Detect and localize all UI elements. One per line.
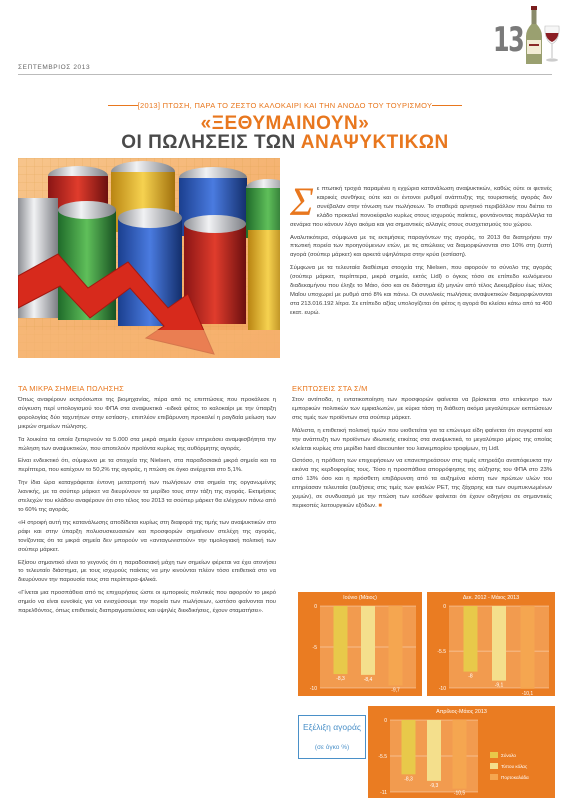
intro-paragraph-2: Αναλυτικότερα, σύμφωνα με τις εκτιμήσεις παραγόντων της αγοράς, το 2013 θα διατηρήσει την πτωτική πορεία των προηγούμενων ετών, με τις απώλειες να διαμορφώνονται στο 10% στη ζεστή αγορά (σούπερ μάρκετ) και αρκετά υψηλότερα στην κρύα (εστίαση). [290, 234, 552, 259]
page-number: 13 [493, 20, 524, 60]
bar-value-label: -8,4 [363, 676, 373, 683]
chart-title: Ιούνιο (Μάιος) [343, 595, 377, 601]
intro-column [290, 179, 552, 322]
issue-date: ΣΕΠΤΕΜΒΡΙΟΣ 2013 [18, 64, 91, 71]
legend-swatch [490, 763, 498, 769]
y-tick-label: -11 [380, 790, 387, 796]
chart-caption-box [298, 715, 366, 759]
bar-1 [334, 606, 348, 674]
y-tick-label: -10 [309, 686, 317, 692]
chart-caption-unit: (σε όγκο %) [314, 744, 350, 751]
right-paragraph-3: Ωστόσο, η πρόθεση των επιχειρήσεων να επανεπηρεάσουν στις τιμές επηρεάζει αναπόφευκτα την εικόνα της κερδοφορίας τους. Τόσο η προσπάθεια απορρόφησης της αύξησης του ΦΠΑ στο 23% από 13% όσο και η πρόσθετη επιβάρυνση από τα αυξημένα κόστη των πρώτων υλών του επηρέασαν τελευταία (αυξήσεις στις τιμές των φιαλών PET, της ζάχαρης και των συμπυκνωμένων χυμών), σε συνδυασμό με την πτώση των εσόδων φαίνεται ότι έχουν οδηγήσει σε σημαντικές περικοπές λειτουργικών εξόδων. [292, 458, 552, 509]
chart-svg [298, 592, 422, 696]
chart-caption-title: Εξέλιξη αγοράς [302, 722, 362, 732]
header-divider [18, 74, 552, 75]
soda-cans-photo [18, 158, 280, 358]
left-paragraph-7: «Γίνεται μια προσπάθεια από τις επιχειρήσεις ώστε οι εμπορικές πολιτικές που αφορούν το μικρό σημείο να είναι ευνοϊκές για να ενισχύσουμε την πορεία των πωλήσεων, ωστόσο φαίνονται που παρελθόντος, όπως επιθετικές διαπραγματεύσεις και υψηλές διεκδικήσεις, έχουν σταματήσει». [18, 590, 276, 615]
article-title-line2 [0, 132, 570, 154]
bar-value-label: -9,3 [429, 782, 439, 789]
y-tick-label: 0 [443, 604, 446, 610]
bar-1 [402, 720, 416, 774]
left-paragraph-4: Την ίδια ώρα καταγράφεται έντονη μετατροπή των πωλήσεων στα σημεία της οργανωμένης λιανικής, με τα σούπερ μάρκετ να διευρύνουν τα μερίδιο τους στην τάξη της αγοράς. Εκτιμήσεις στελεχών του κλάδου αναφέρουν ότι στο τέλος του 2013 τα σούπερ μάρκετ θα ελέγχουν πάνω από το 60% της αγοράς. [18, 480, 276, 513]
legend-swatch [490, 752, 498, 758]
intro-paragraph-1: ε πτωτική τροχιά παραμένει η εγχώρια κατανάλωση αναψυκτικών, καθώς ούτε οι φετινές καιρικές συνθήκες ούτε και οι έντονοι ρυθμοί ανάπτυξης της τουριστικής αγοράς δεν συνέβαλαν στην τόνωση των πωλήσεων. Το σταθερά αρνητικό περιβάλλον που διέπει το κλάδο προκαλεί πονοκέφαλο κυρίως στους ισχυρούς παίκτες, φοντάνοντας παράλληλα τα σενάρια που κάνουν λόγο ακόμα και για σημαντικές αλλαγές στους συσχετισμούς του χώρου. [290, 186, 552, 228]
chart-title: Απρίλιος-Μάιος 2013 [436, 709, 487, 715]
y-tick-label: -10 [438, 686, 446, 692]
chart-title: Δεκ. 2012 - Μάιος 2013 [462, 595, 520, 601]
end-mark-icon: ■ [378, 502, 382, 509]
y-tick-label: -5 [312, 645, 317, 651]
bar-3 [521, 606, 535, 689]
chart-dec-may [427, 592, 555, 696]
kicker-rule-right [432, 105, 462, 106]
wine-bottle-icon [524, 6, 544, 66]
bar-value-label: -10,1 [521, 690, 534, 696]
left-column-text [18, 396, 276, 620]
bar-1 [464, 606, 478, 672]
article-kicker: [2013] ΠΤΩΣΗ, ΠΑΡΑ ΤΟ ΖΕΣΤΟ ΚΑΛΟΚΑΙΡΙ ΚΑΙ ΤΗΝ ΑΝΟΔΟ ΤΟΥ ΤΟΥΡΙΣΜΟΥ [137, 101, 433, 110]
legend-label: Σύνολο [501, 753, 516, 758]
bar-value-label: -9,1 [494, 682, 504, 689]
right-paragraph-2: Μάλιστα, η επιθετική πολιτική τιμών που υιοθετείται για τα επώνυμα είδη φαίνεται ότι συγκρατεί και την ανάπτυξη των προϊόντων ιδιωτικής ετικέτας στα αναψυκτικά, το μεγαλύτερο μέρος της οποίας κλείεται κυρίως στο μερίδιο hard discounter του λιανεμπορίου τροφίμων, τη Lidl. [292, 427, 552, 452]
bar-value-label: -9,7 [391, 687, 400, 694]
section-heading-discounts: ΕΚΠΤΩΣΕΙΣ ΣΤΑ Σ/Μ [292, 384, 368, 393]
chart-svg [427, 592, 555, 696]
title-highlight: ΑΝΑΨΥΚΤΙΚΩΝ [300, 132, 449, 153]
left-paragraph-2: Τα λουκέτα τα οποία ξεπερνούν τα 5.000 στα μικρά σημεία έχουν επηρεάσει αναμφισβήτητα την πώληση των αναψυκτικών, που αποτελούν προϊόντα κυρίως της αυθόρμητης αγοράς. [18, 436, 276, 452]
chart-svg [368, 706, 555, 798]
left-paragraph-3: Είναι ενδεικτικό ότι, σύμφωνα με τα στοιχεία της Nielsen, στα παραδοσιακά μικρά σημεία και τα περίπτερα, που κατέχουν το 50,2% της αγοράς, η πτώση σε όγκο ανέρχεται στο 5,1%. [18, 458, 276, 474]
article-title-line1: «ΞΕΘΥΜΑΙΝΟΥΝ» [200, 113, 370, 134]
bar-2 [361, 606, 375, 675]
right-paragraph-1: Στον αντίποδα, η εντατικοποίηση των προσφορών φαίνεται να βρίσκεται στο επίκεντρο των εμπορικών πολιτικών των εμφιαλωτών, με κύρια τάση τη διάθεση ακόμα μεγαλύτερων εκπτώσεων στις τιμές των προϊόντων στα σούπερ μάρκετ. [292, 397, 552, 421]
left-paragraph-5: «Η στροφή αυτή της κατανάλωσης αποδίδεται κυρίως στη διαφορά της τιμής των αναψυκτικών στο ράφι και στην ύπαρξη πολυσυσκευασιών και προσφορών σημαίνουν στελέχη της αγοράς, τονίζοντας ότι τα μικρά σημεία δεν μπορούν να «ανταγωνιστούν» την τιμολογιακή πολιτική των σούπερ μάρκετ. [18, 519, 276, 553]
right-column-text [292, 396, 552, 515]
title-text: ΟΙ ΠΩΛΗΣΕΙΣ ΤΩΝ [121, 132, 301, 153]
intro-paragraph-3: Σύμφωνα με τα τελευταία διαθέσιμα στοιχεία της Nielsen, που αφορούν το σύνολο της αγοράς (σούπερ μάρκετ, περίπτερα, μικρά σημεία, εκτός Lidl) ο όγκος τόσο σε επίπεδο κυλιόμενου διαδεκαμήνου που έληξε το Μάιο, όσο και σε διάστημα έξι μηνών από τέλος Δεκεμβρίου έως τέλος Μαΐου υποχωρεί με ρυθμό από 8% και πάνω. Οι συνολικές πωλήσεις αναψυκτικών διαμορφώνονται στα 213.016.192 λίτρα. Σε επίπεδο αξίας υπολογίζεται ότι φέτος η αγορά θα κλείσει κάτω από τα 400 εκατ. ευρώ. [290, 265, 552, 316]
y-tick-label: -5.5 [378, 754, 387, 760]
left-paragraph-1: Όπως αναφέρουν εκπρόσωποι της βιομηχανίας, πέρα από τις επιπτώσεις που προκάλεσε η σύγκυση περί υπολογισμού του ΦΠΑ στα αναψυκτικά -ειδικά φέτος το καλοκαίρι με την ύπαρξη φορολογίας δύο ταχυτήτων στην εστίαση-, επιπλέον επιβάρυνση προκαλεί η ραγδαία μείωση των μικρών σημείων πώλησης. [18, 397, 276, 430]
chart-apr-may [368, 706, 555, 798]
bar-value-label: -8,3 [404, 776, 413, 783]
y-tick-label: 0 [384, 718, 387, 724]
bar-value-label: -8 [468, 673, 473, 680]
bar-3 [453, 720, 467, 789]
bar-3 [389, 606, 403, 686]
dropcap-letter: Σ [290, 179, 314, 224]
bar-2 [427, 720, 441, 781]
left-paragraph-6: Εξίσου σημαντικό είναι το γεγονός ότι η παραδοσιακή μάχη των σημείων φέρεται να έχει ατονήσει το τελευταίο διάστημα, με τους ισχυρούς παίκτες να μην κινούνται πλέον τόσο επιθετικά στο να διευρύνουν την παρουσία τους στα περίπτερα-ψιλικά. [18, 559, 276, 584]
legend-swatch [490, 774, 498, 780]
bar-2 [492, 606, 506, 681]
section-heading-small-points: ΤΑ ΜΙΚΡΑ ΣΗΜΕΙΑ ΠΩΛΗΣΗΣ [18, 384, 124, 393]
legend-label: Πορτοκαλάδα [501, 775, 529, 780]
y-tick-label: -5.5 [437, 649, 446, 656]
bar-value-label: -10,5 [453, 790, 466, 797]
bar-value-label: -8,3 [336, 676, 345, 683]
chart-june [298, 592, 422, 696]
wine-glass-icon [543, 24, 561, 64]
legend-label: Τύπου κόλας [501, 764, 528, 769]
y-tick-label: 0 [314, 604, 317, 610]
